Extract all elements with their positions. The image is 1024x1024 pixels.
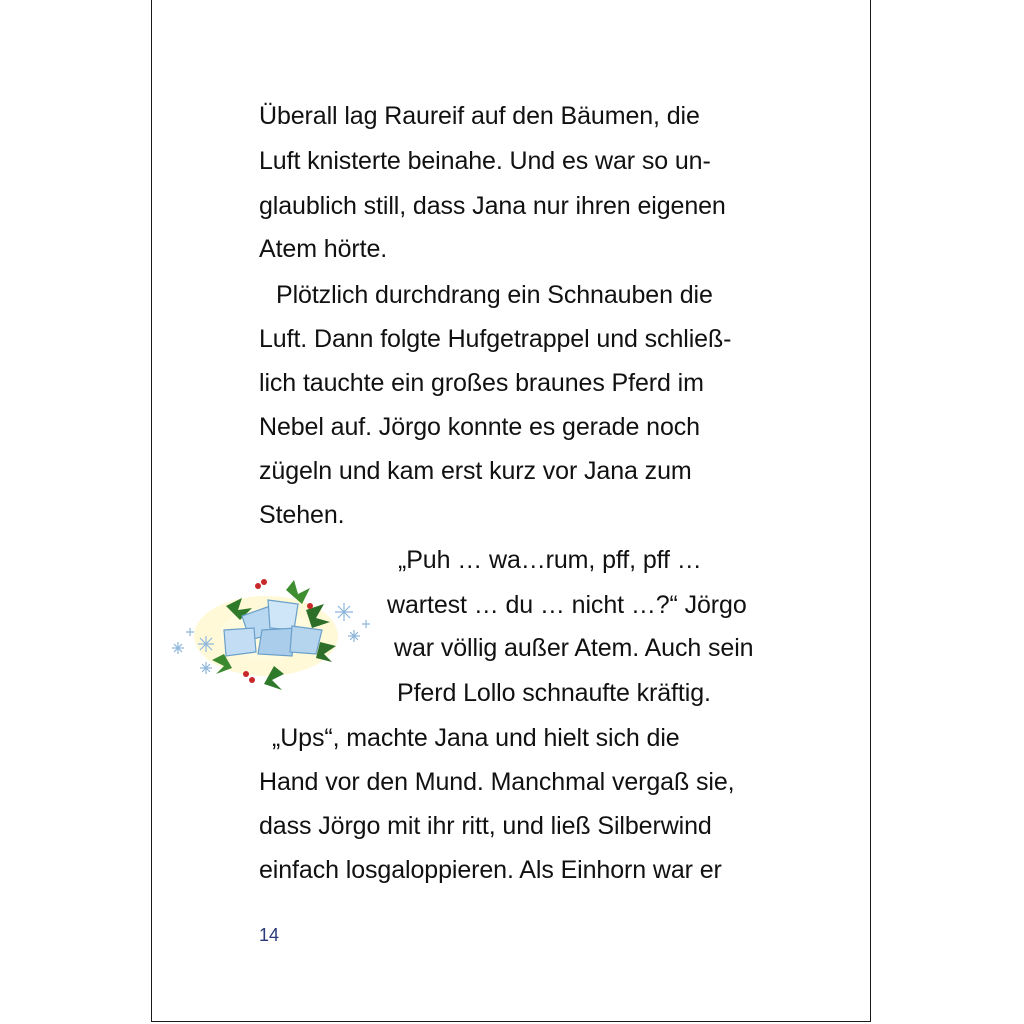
text-line: Luft. Dann folgte Hufgetrappel und schließ- [259,325,732,353]
text-line: Nebel auf. Jörgo konnte es gerade noch [259,413,700,441]
text-line: „Puh … wa…rum, pff, pff … [398,546,702,574]
text-line: lich tauchte ein großes braunes Pferd im [259,369,704,397]
text-line: einfach losgaloppieren. Als Einhorn war er [259,856,722,884]
winter-bouquet-icon [166,570,378,694]
text-line: „Ups“, machte Jana und hielt sich die [272,724,680,752]
text-line: dass Jörgo mit ihr ritt, und ließ Silberwind [259,812,712,840]
text-line: Plötzlich durchdrang ein Schnauben die [276,281,713,309]
text-line: Pferd Lollo schnaufte kräftig. [397,679,711,707]
text-line: Atem hörte. [259,235,388,263]
text-line: war völlig außer Atem. Auch sein [394,634,754,662]
text-line: wartest … du … nicht …?“ Jörgo [387,591,747,619]
text-line: zügeln und kam erst kurz vor Jana zum [259,457,692,485]
text-line: glaublich still, dass Jana nur ihren eigenen [259,192,726,220]
text-line: Überall lag Raureif auf den Bäumen, die [259,102,700,130]
text-line: Luft knisterte beinahe. Und es war so un- [259,147,711,175]
text-line: Stehen. [259,501,345,529]
page-number: 14 [259,925,280,945]
text-line: Hand vor den Mund. Manchmal vergaß sie, [259,768,735,796]
